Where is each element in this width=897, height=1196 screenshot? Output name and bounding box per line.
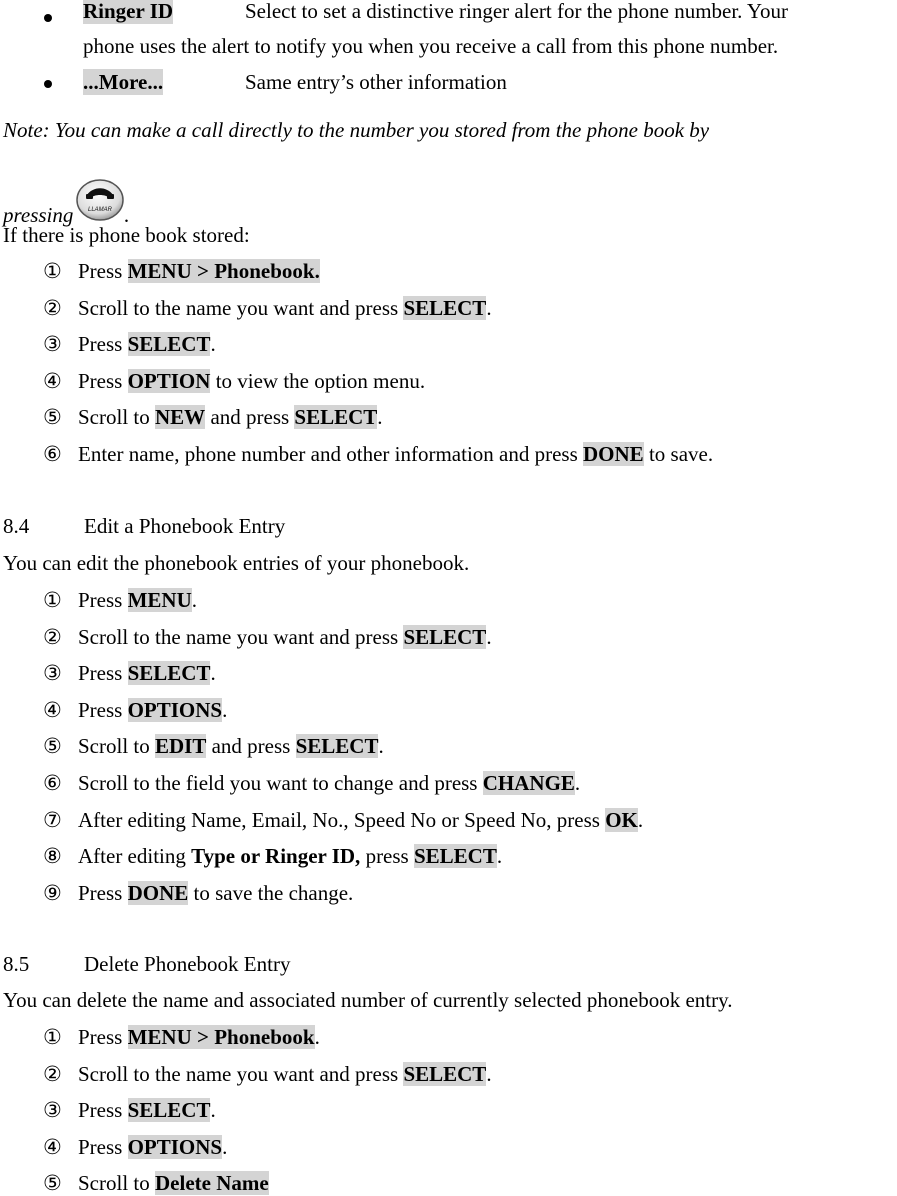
step-text-part: and press [206,734,296,759]
step-number: ③ [43,1098,62,1123]
key-label: SELECT [127,1098,211,1123]
step-text-part: . [314,1025,320,1049]
key-label: CHANGE [482,771,575,795]
step-text [78,1170,269,1196]
bold-text: Type or Ringer ID, [191,844,361,869]
stored-intro: If there is phone book stored: [3,223,250,247]
key-label: Delete Name [155,1171,269,1196]
bullet-label-ringer-id: Ringer ID [83,0,174,23]
step-number: ⑧ [43,844,62,869]
bullet-dot [44,14,52,22]
step-text-part: Scroll to the field you want to change and press [78,771,483,795]
step-text-part: Press [78,661,128,686]
step-text [78,697,227,723]
step-text-part: and press [205,405,295,430]
step-text [78,587,197,613]
step-text-part: Scroll to [78,734,155,759]
key-label: MENU > Phonebook [127,1025,315,1049]
delete-intro: You can delete the name and associated number of currently selected phonebook entry. [3,988,733,1012]
key-label: SELECT [294,405,378,430]
call-button-icon [76,178,124,228]
step-text-part: Press [78,368,128,393]
step-text [78,880,353,906]
step-number: ④ [43,697,62,722]
step-text-part: . [378,734,384,759]
key-label: MENU [127,588,192,612]
step-text [78,441,713,467]
section-title-delete: Delete Phonebook Entry [84,952,291,976]
step-number: ⑤ [43,405,62,430]
step-text [78,807,643,833]
step-number: ⑤ [43,1171,62,1196]
note-period: . [124,203,130,227]
step-text-part: . [210,1098,216,1123]
section-number-8-5: 8.5 [3,952,30,976]
step-text [78,1097,216,1123]
step-text-part: . [222,1134,228,1159]
step-text-part: Enter name, phone number and other information and press [78,442,584,466]
step-text-part: . [486,295,492,320]
step-text-part: . [222,697,228,722]
key-label: SELECT [403,295,487,320]
step-text-part: Scroll to the name you want and press [78,1061,404,1086]
key-label: EDIT [155,734,207,759]
step-number: ① [43,1025,62,1049]
step-text-part: Press [78,1025,128,1049]
step-text-part: Press [78,697,128,722]
step-text-part: . [574,771,581,795]
key-label: SELECT [127,661,211,686]
step-text-part: press [360,844,414,869]
step-text [78,404,383,430]
step-number: ② [43,624,62,649]
edit-intro: You can edit the phonebook entries of your phonebook. [3,551,470,575]
step-text-part: . [496,844,503,869]
step-text-part: Press [78,588,128,612]
step-text-part: After editing [78,844,192,869]
step-text-part: Press [78,880,128,905]
note-line2 [3,178,130,228]
key-label: SELECT [295,734,379,759]
step-text [78,258,320,284]
step-text-part: to save the change. [188,880,354,905]
step-number: ① [43,259,62,283]
bullet-label-more: ...More... [83,70,164,94]
bullet-desc-more: Same entry’s other information [245,70,507,94]
step-text-part: Scroll to the name you want and press [78,624,404,649]
step-text-part: . [486,624,492,649]
step-text-part: Scroll to [78,405,155,430]
step-text-part: After editing Name, Email, No., Speed No or Speed No, press [78,807,606,832]
step-text-part: Scroll to [78,1171,155,1196]
step-text-part: Scroll to the name you want and press [78,295,404,320]
step-number: ④ [43,368,62,393]
step-number: ⑦ [43,807,62,832]
step-text-part: . [637,807,644,832]
step-number: ⑥ [43,771,62,795]
step-number: ④ [43,1134,62,1159]
section-title-edit: Edit a Phonebook Entry [84,514,286,538]
key-label: NEW [155,405,206,430]
svg-text:LLAMAR: LLAMAR [88,207,113,213]
key-label: OPTIONS [127,1134,223,1159]
step-text [78,1134,227,1160]
step-text [78,1061,492,1087]
step-text-part: . [210,332,216,357]
step-text-part: . [191,588,198,612]
step-number: ② [43,295,62,320]
key-label: SELECT [413,844,497,869]
bullet-desc-ringer-id-line1: Select to set a distinctive ringer alert for the phone number. Your [245,0,788,23]
key-label: OPTIONS [127,697,223,722]
step-number: ① [43,588,62,612]
step-text-part: . [486,1061,492,1086]
step-text [78,770,580,796]
section-number-8-4: 8.4 [3,514,30,538]
step-text [78,843,502,869]
step-text [78,624,492,650]
step-number: ② [43,1061,62,1086]
key-label: MENU > Phonebook. [127,259,320,283]
step-text-part: Press [78,259,128,283]
step-number: ⑥ [43,442,62,466]
step-number: ⑤ [43,734,62,759]
step-text-part: to view the option menu. [210,368,426,393]
key-label: OPTION [127,368,211,393]
key-label: SELECT [403,1061,487,1086]
note-pressing: pressing [3,203,74,227]
step-text [78,660,216,686]
step-number: ③ [43,332,62,357]
key-label: SELECT [403,624,487,649]
step-text-part: . [377,405,383,430]
step-text [78,368,425,394]
step-text-part: . [210,661,216,686]
step-text-part: Press [78,1134,128,1159]
key-label: DONE [127,880,189,905]
key-label: SELECT [127,332,211,357]
step-text [78,1024,320,1050]
step-number: ⑨ [43,880,62,905]
note-line1: Note: You can make a call directly to the number you stored from the phone book by [3,118,710,142]
bullet-dot [44,80,52,88]
step-text-part: Press [78,1098,128,1123]
step-text [78,331,216,357]
bullet-desc-ringer-id-line2: phone uses the alert to notify you when you receive a call from this phone number. [83,34,779,58]
step-number: ③ [43,661,62,686]
step-text [78,295,492,321]
step-text-part: Press [78,332,128,357]
step-text [78,733,384,759]
key-label: OK [605,807,638,832]
key-label: DONE [583,442,644,466]
step-text-part: to save. [643,442,714,466]
